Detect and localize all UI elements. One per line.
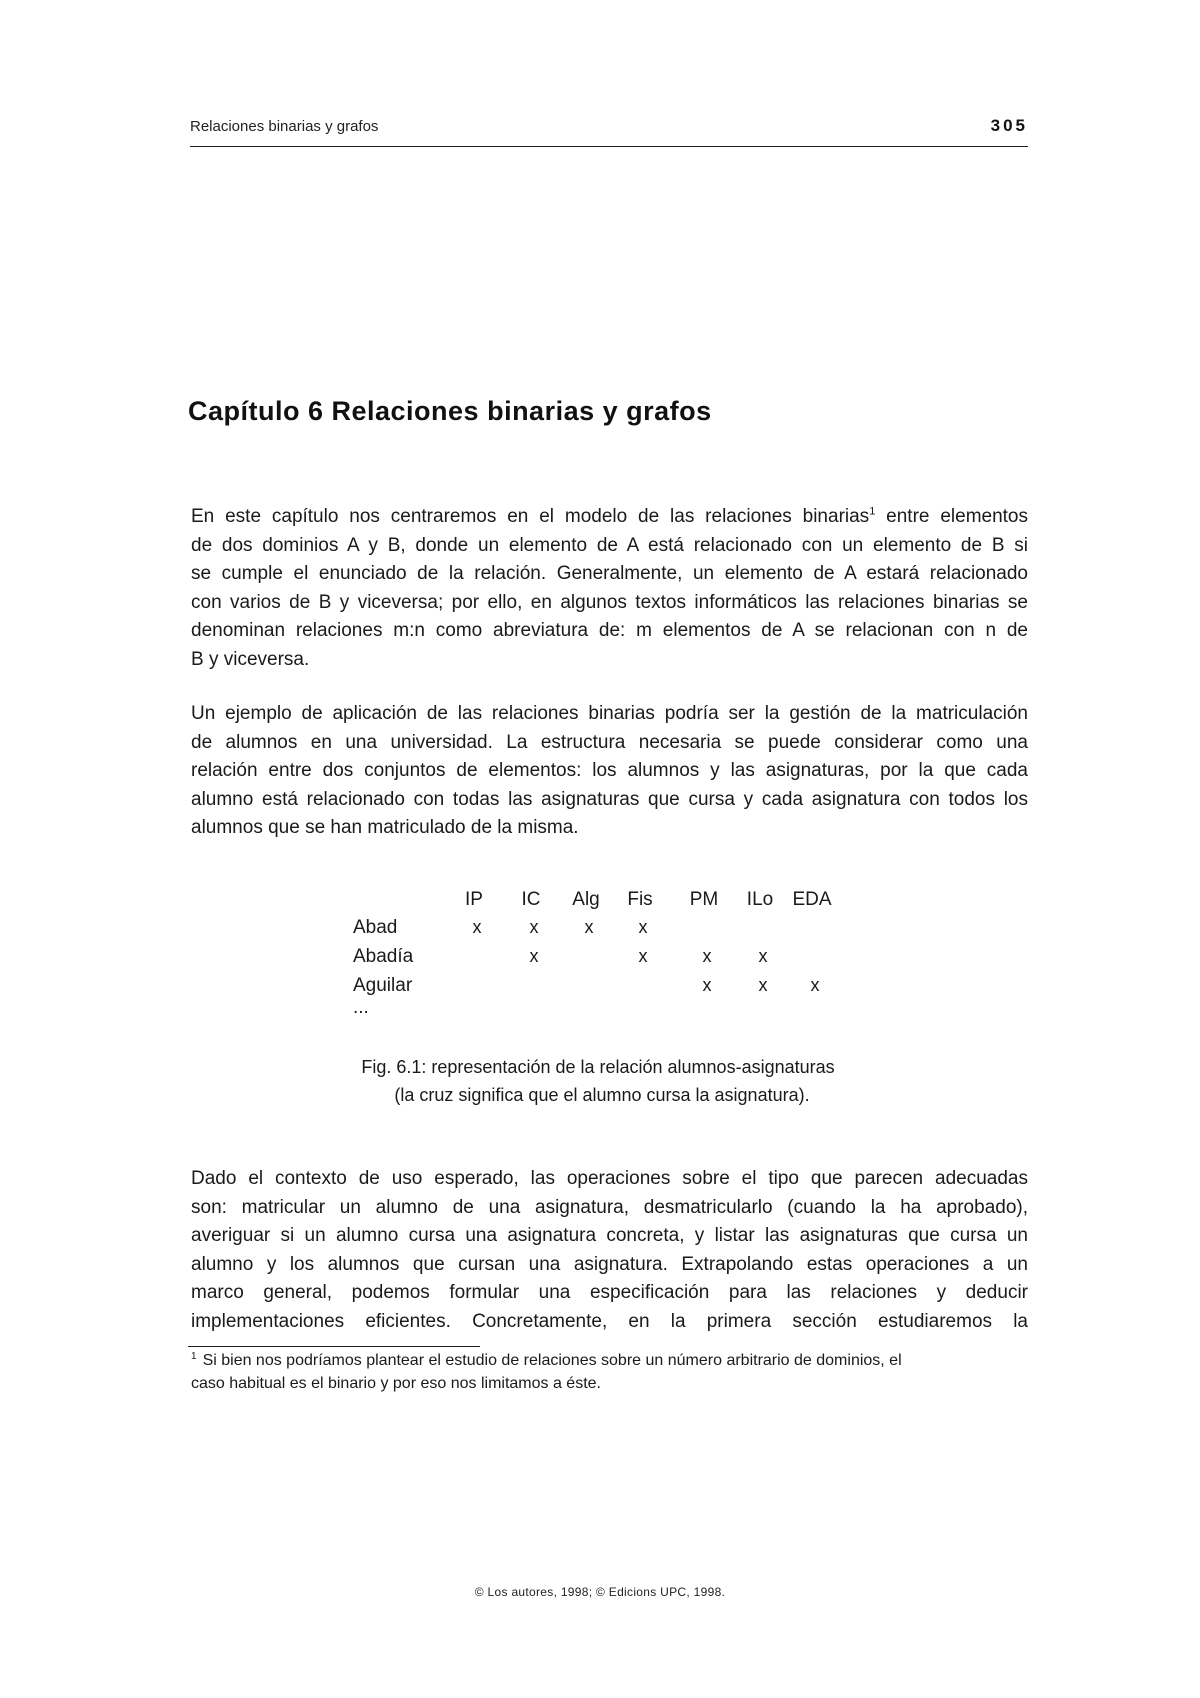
relation-mark: x xyxy=(702,975,712,995)
paragraph-line: alumno y los alumnos que cursan una asignatura. Extrapolando estas operaciones a un xyxy=(191,1253,1028,1275)
page-number: 305 xyxy=(990,116,1028,135)
paragraph-line: B y viceversa. xyxy=(191,648,310,670)
relation-mark: x xyxy=(702,946,712,966)
figure-caption: Fig. 6.1: representación de la relación alumnos-asignaturas xyxy=(361,1057,835,1077)
paragraph-line: Dado el contexto de uso esperado, las operaciones sobre el tipo que parecen adecuadas xyxy=(191,1168,1028,1189)
footnote-line: $^1$ Si bien nos podríamos plantear el estudio de relaciones sobre un número arbitrario de dominios, el xyxy=(191,1350,902,1369)
paragraph-line: implementaciones eficientes. Concretamente, en la primera sección estudiaremos la xyxy=(191,1310,1028,1332)
paragraph-example xyxy=(191,700,1028,843)
paragraph-line: En este capítulo nos centraremos en el modelo de las relaciones binarias$^1$ entre elementos xyxy=(191,505,1028,527)
footnote-reference[interactable]: 1 xyxy=(869,505,876,518)
paragraph-line: de dos dominios A y B, donde un elemento de A está relacionado con un elemento de B si xyxy=(191,534,1028,556)
relation-mark: x xyxy=(638,917,648,937)
paragraph-line: con varios de B y viceversa; por ello, en algunos textos informáticos las relaciones binarias se xyxy=(191,591,1028,613)
row-name: ... xyxy=(353,997,369,1018)
chapter-title: Capítulo 6 Relaciones binarias y grafos xyxy=(188,396,712,426)
row-name: Abadía xyxy=(353,946,414,967)
paragraph-line: averiguar si un alumno cursa una asignatura concreta, y listar las asignaturas que cursa un xyxy=(191,1225,1028,1247)
column-header-fis: Fis xyxy=(627,889,653,910)
relation-mark: x xyxy=(810,975,820,995)
row-name: Abad xyxy=(353,917,398,938)
paragraph-line: son: matricular un alumno de una asignatura, desmatricularlo (cuando la ha aprobado), xyxy=(191,1196,1028,1218)
paragraph-line: marco general, podemos formular una especificación para las relaciones y deducir xyxy=(191,1282,1028,1304)
paragraph-line: de alumnos en una universidad. La estructura necesaria se puede considerar como una xyxy=(191,731,1028,753)
footnote xyxy=(191,1349,1028,1395)
paragraph-operations xyxy=(191,1165,1028,1337)
figure-caption-note: (la cruz significa que el alumno cursa la asignatura). xyxy=(394,1085,810,1105)
paragraph-intro xyxy=(191,503,1028,675)
paragraph-line: denominan relaciones m:n como abreviatura de: m elementos de A se relacionan con n de xyxy=(191,620,1028,642)
paragraph-line: alumno está relacionado con todas las asignaturas que cursa y cada asignatura con todos los xyxy=(191,788,1028,810)
paragraph-line: alumnos que se han matriculado de la misma. xyxy=(191,817,579,839)
column-header-pm: PM xyxy=(689,889,719,910)
column-header-eda: EDA xyxy=(792,889,832,910)
column-header-ip: IP xyxy=(465,889,483,910)
relation-mark: x xyxy=(529,917,539,937)
running-title: Relaciones binarias y grafos xyxy=(190,118,379,135)
paragraph-line: Un ejemplo de aplicación de las relaciones binarias podría ser la gestión de la matriculación xyxy=(191,703,1028,724)
relation-mark: x xyxy=(472,917,482,937)
column-header-ilo: ILo xyxy=(746,889,774,910)
relation-mark: x xyxy=(758,975,768,995)
footnote-divider xyxy=(188,1346,480,1347)
paragraph-line: se cumple el enunciado de la relación. Generalmente, un elemento de A estará relacionado xyxy=(191,563,1028,585)
relation-mark: x xyxy=(758,946,768,966)
copyright-footer: © Los autores, 1998; © Edicions UPC, 1998. xyxy=(474,1585,726,1599)
column-header-ic: IC xyxy=(521,889,541,910)
footnote-mark: 1 xyxy=(191,1350,197,1362)
running-header xyxy=(190,116,1028,147)
row-name: Aguilar xyxy=(353,975,413,996)
paragraph-line: relación entre dos conjuntos de elementos: los alumnos y las asignaturas, por la que cada xyxy=(191,760,1028,782)
footnote-line: caso habitual es el binario y por eso nos limitamos a éste. xyxy=(191,1375,601,1392)
relation-mark: x xyxy=(638,946,648,966)
relation-mark: x xyxy=(529,946,539,966)
column-header-alg: Alg xyxy=(572,889,600,910)
relation-mark: x xyxy=(584,917,594,937)
